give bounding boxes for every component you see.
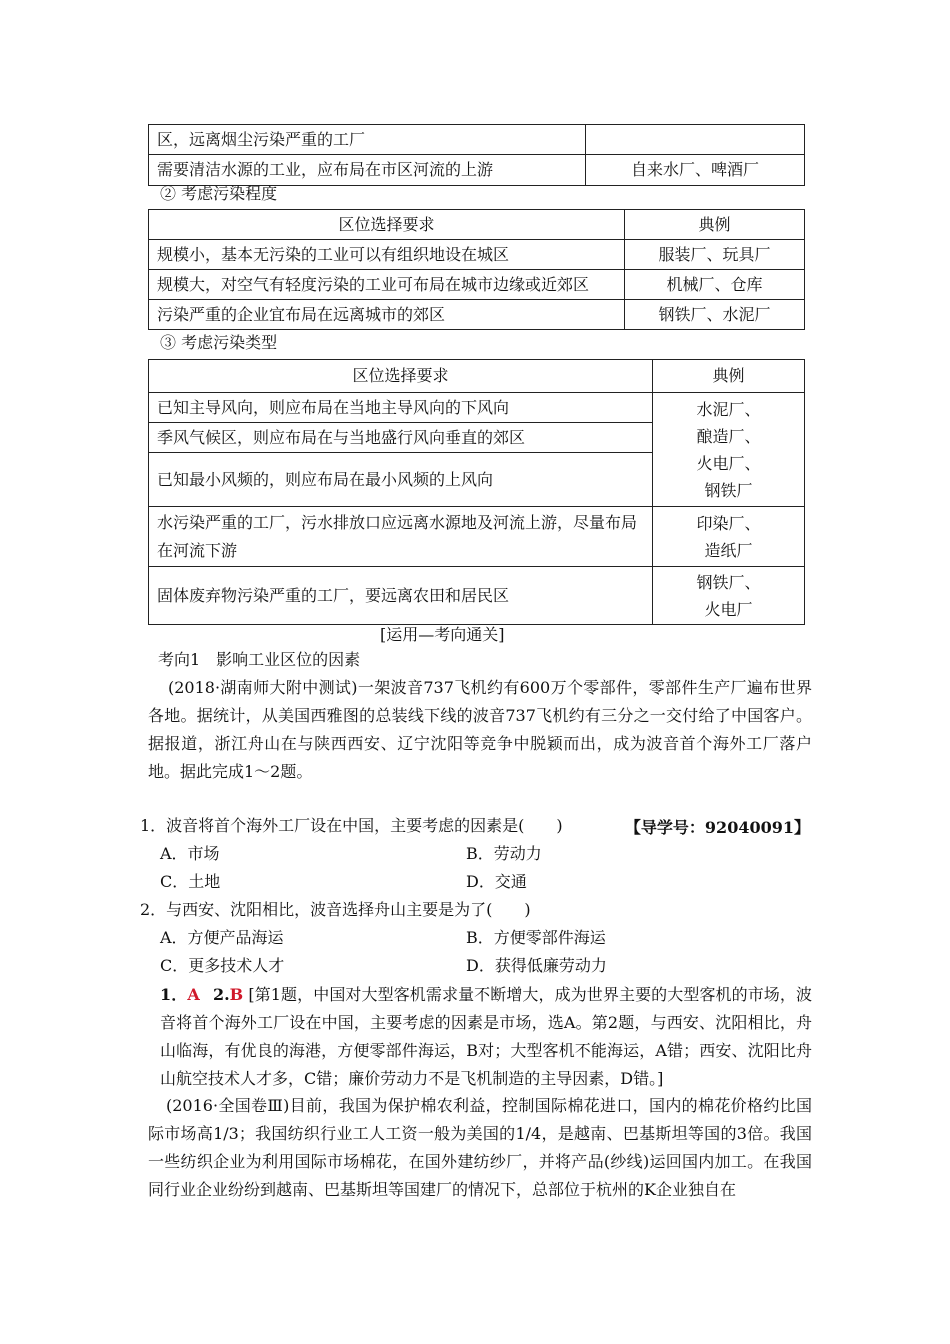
- table-cell-examples-water: [653, 507, 805, 567]
- example-line: 酿造厂、: [696, 426, 761, 446]
- example-line: 火电厂、: [696, 453, 761, 473]
- answer-2-letter: B: [229, 985, 244, 1004]
- direction-heading: 考向1 影响工业区位的因素: [158, 650, 361, 669]
- q2-option-d: D．获得低廉劳动力: [466, 956, 607, 975]
- example-line: 火电厂: [704, 599, 753, 619]
- section-heading-pollution-degree: ② 考虑污染程度: [160, 184, 278, 203]
- table-cell: 污染严重的企业宜布局在远离城市的郊区: [149, 300, 625, 330]
- answer-1-number: 1．: [160, 985, 188, 1004]
- table-cell: 需要清洁水源的工业，应布局在市区河流的上游: [149, 155, 586, 186]
- table-header: 典例: [653, 360, 805, 393]
- question-1-stem: 1．波音将首个海外工厂设在中国，主要考虑的因素是( ): [140, 816, 563, 835]
- answer-1-letter: A: [187, 985, 200, 1004]
- practice-title: [运用—考向通关]: [380, 625, 505, 644]
- table-cell: 规模大，对空气有轻度污染的工业可布局在城市边缘或近郊区: [149, 270, 625, 300]
- answer-block: [160, 981, 812, 1093]
- q2-option-a: A．方便产品海运: [160, 928, 284, 947]
- passage-cotton: (2016·全国卷Ⅲ)目前，我国为保护棉农利益，控制国际棉花进口，国内的棉花价格约比国际市场高1/3；我国纺织行业工人工资一般为美国的1/4，是越南、巴基斯坦等国的3倍。我国一些纺织企业为利用国际市场棉花，在国外建纺纱厂，并将产品(纱线)运回国内加工。在我国同行业企业纷纷到越南、巴基斯坦等国建厂的情况下，总部位于杭州的K企业独自在: [148, 1096, 812, 1199]
- table-cell: 区，远离烟尘污染严重的工厂: [149, 125, 586, 155]
- table-header: 区位选择要求: [149, 360, 653, 393]
- example-line: 钢铁厂、: [696, 572, 761, 592]
- table-cell: 机械厂、仓库: [625, 270, 805, 300]
- table-cell: 自来水厂、啤酒厂: [586, 155, 805, 186]
- table-cell: [586, 125, 805, 155]
- q2-option-c: C．更多技术人才: [160, 956, 285, 975]
- table-cell: 钢铁厂、水泥厂: [625, 300, 805, 330]
- table-header: 区位选择要求: [149, 210, 625, 240]
- q1-option-d: D．交通: [466, 872, 527, 891]
- guide-number: 【导学号：92040091】: [624, 818, 810, 837]
- pollution-table-continued: [148, 124, 805, 186]
- example-line: 水泥厂、: [696, 399, 761, 419]
- example-line: 钢铁厂: [704, 480, 753, 500]
- table-cell-examples-solid: [653, 567, 805, 625]
- pollution-degree-table: [148, 209, 805, 330]
- table-cell: 已知最小风频的，则应布局在最小风频的上风向: [149, 453, 653, 507]
- question-2-stem: 2．与西安、沈阳相比，波音选择舟山主要是为了( ): [140, 900, 531, 919]
- table-cell: 季风气候区，则应布局在与当地盛行风向垂直的郊区: [149, 423, 653, 453]
- q2-option-b: B．方便零部件海运: [466, 928, 606, 947]
- example-line: 造纸厂: [704, 540, 753, 560]
- section-heading-pollution-type: ③ 考虑污染类型: [160, 333, 278, 352]
- example-line: 印染厂、: [696, 513, 761, 533]
- table-header: 典例: [625, 210, 805, 240]
- table-cell: 水污染严重的工厂，污水排放口应远离水源地及河流上游，尽量布局在河流下游: [149, 507, 653, 567]
- table-cell: 固体废弃物污染严重的工厂，要远离农田和居民区: [149, 567, 653, 625]
- table-cell: 服装厂、玩具厂: [625, 240, 805, 270]
- answer-explanation: [第1题，中国对大型客机需求量不断增大，成为世界主要的大型客机的市场，波音将首个海外工厂设在中国，主要考虑的因素是市场，选A。第2题，与西安、沈阳相比，舟山临海，有优良的海港，方便零部件海运，B对；大型客机不能海运，A错；西安、沈阳比舟山航空技术人才多，C错；廉价劳动力不是飞机制造的主导因素，D错。]: [160, 985, 812, 1088]
- table-cell: 已知主导风向，则应布局在当地主导风向的下风向: [149, 393, 653, 423]
- table-cell-examples-air: [653, 393, 805, 507]
- table-cell: 规模小，基本无污染的工业可以有组织地设在城区: [149, 240, 625, 270]
- q1-option-b: B．劳动力: [466, 844, 542, 863]
- q1-option-c: C．土地: [160, 872, 221, 891]
- passage-boeing: (2018·湖南师大附中测试)一架波音737飞机约有600万个零部件，零部件生产厂遍布世界各地。据统计，从美国西雅图的总装线下线的波音737飞机约有三分之一交付给了中国客户。据报道，浙江舟山在与陕西西安、辽宁沈阳等竞争中脱颖而出，成为波音首个海外工厂落户地。据此完成1～2题。: [148, 678, 812, 781]
- pollution-type-table: [148, 359, 805, 625]
- answer-2-number: 2.: [212, 985, 230, 1004]
- q1-option-a: A．市场: [160, 844, 220, 863]
